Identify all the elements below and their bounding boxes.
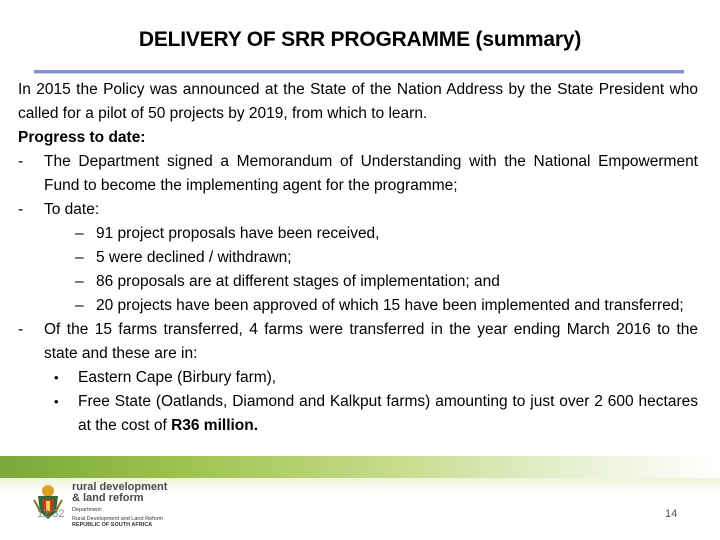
- slide-body: [18, 78, 698, 438]
- logo-line-2: & land reform: [72, 492, 144, 504]
- point-to-date: To date:: [44, 201, 100, 218]
- sub-item-text: 86 proposals are at different stages of implementation; and: [96, 273, 500, 290]
- bullet-marker: •: [54, 370, 59, 385]
- en-dash-marker: –: [75, 249, 84, 266]
- bullet-free-state: Free State (Oatlands, Diamond and Kalkput farms) amounting to just over 2 600 hectares at the cost of: [78, 393, 698, 434]
- slide-title: DELIVERY OF SRR PROGRAMME (summary): [138, 28, 582, 51]
- intro-paragraph: In 2015 the Policy was announced at the State of the Nation Address by the State President who called for a pilot of 50 projects by 2019, from which to learn.: [18, 81, 698, 122]
- bullet-item: [18, 366, 698, 390]
- point-mou: The Department signed a Memorandum of Understanding with the National Empowerment Fund to become the implementing agent for the programme;: [44, 153, 698, 194]
- en-dash-marker: –: [75, 297, 84, 314]
- logo-line-3: Department:: [72, 507, 103, 513]
- bullet-marker: •: [54, 394, 59, 409]
- progress-heading: Progress to date:: [18, 129, 146, 146]
- dash-marker: -: [18, 201, 24, 218]
- sub-list-item: [18, 294, 698, 318]
- logo-line-4: Rural Development and Land Reform: [72, 516, 164, 522]
- page-number: 14: [665, 508, 678, 520]
- list-item: [18, 198, 698, 222]
- sub-item-text: 20 projects have been approved of which 15 have been implemented and transferred;: [96, 297, 684, 314]
- logo-line-5: REPUBLIC OF SOUTH AFRICA: [72, 522, 153, 528]
- logo-line-1: rural development: [72, 481, 168, 493]
- sub-list-item: [18, 222, 698, 246]
- sub-item-text: 5 were declined / withdrawn;: [96, 249, 292, 266]
- cost-amount: R36 million.: [171, 417, 259, 434]
- footer-green-band: [0, 456, 720, 478]
- sub-item-text: 91 project proposals have been received,: [96, 225, 380, 242]
- point-farms-transferred: Of the 15 farms transferred, 4 farms were transferred in the year ending March 2016 to the state and these are in:: [44, 321, 698, 362]
- list-item: [18, 318, 698, 366]
- bullet-eastern-cape: Eastern Cape (Birbury farm),: [78, 369, 277, 386]
- dash-marker: -: [18, 321, 24, 338]
- en-dash-marker: –: [75, 225, 84, 242]
- list-item: [18, 150, 698, 198]
- en-dash-marker: –: [75, 273, 84, 290]
- dash-marker: -: [18, 153, 24, 170]
- slide-time: 12:32: [37, 508, 65, 520]
- bullet-item: [18, 390, 698, 438]
- title-underline: [34, 70, 684, 74]
- sub-list-item: [18, 246, 698, 270]
- sub-list-item: [18, 270, 698, 294]
